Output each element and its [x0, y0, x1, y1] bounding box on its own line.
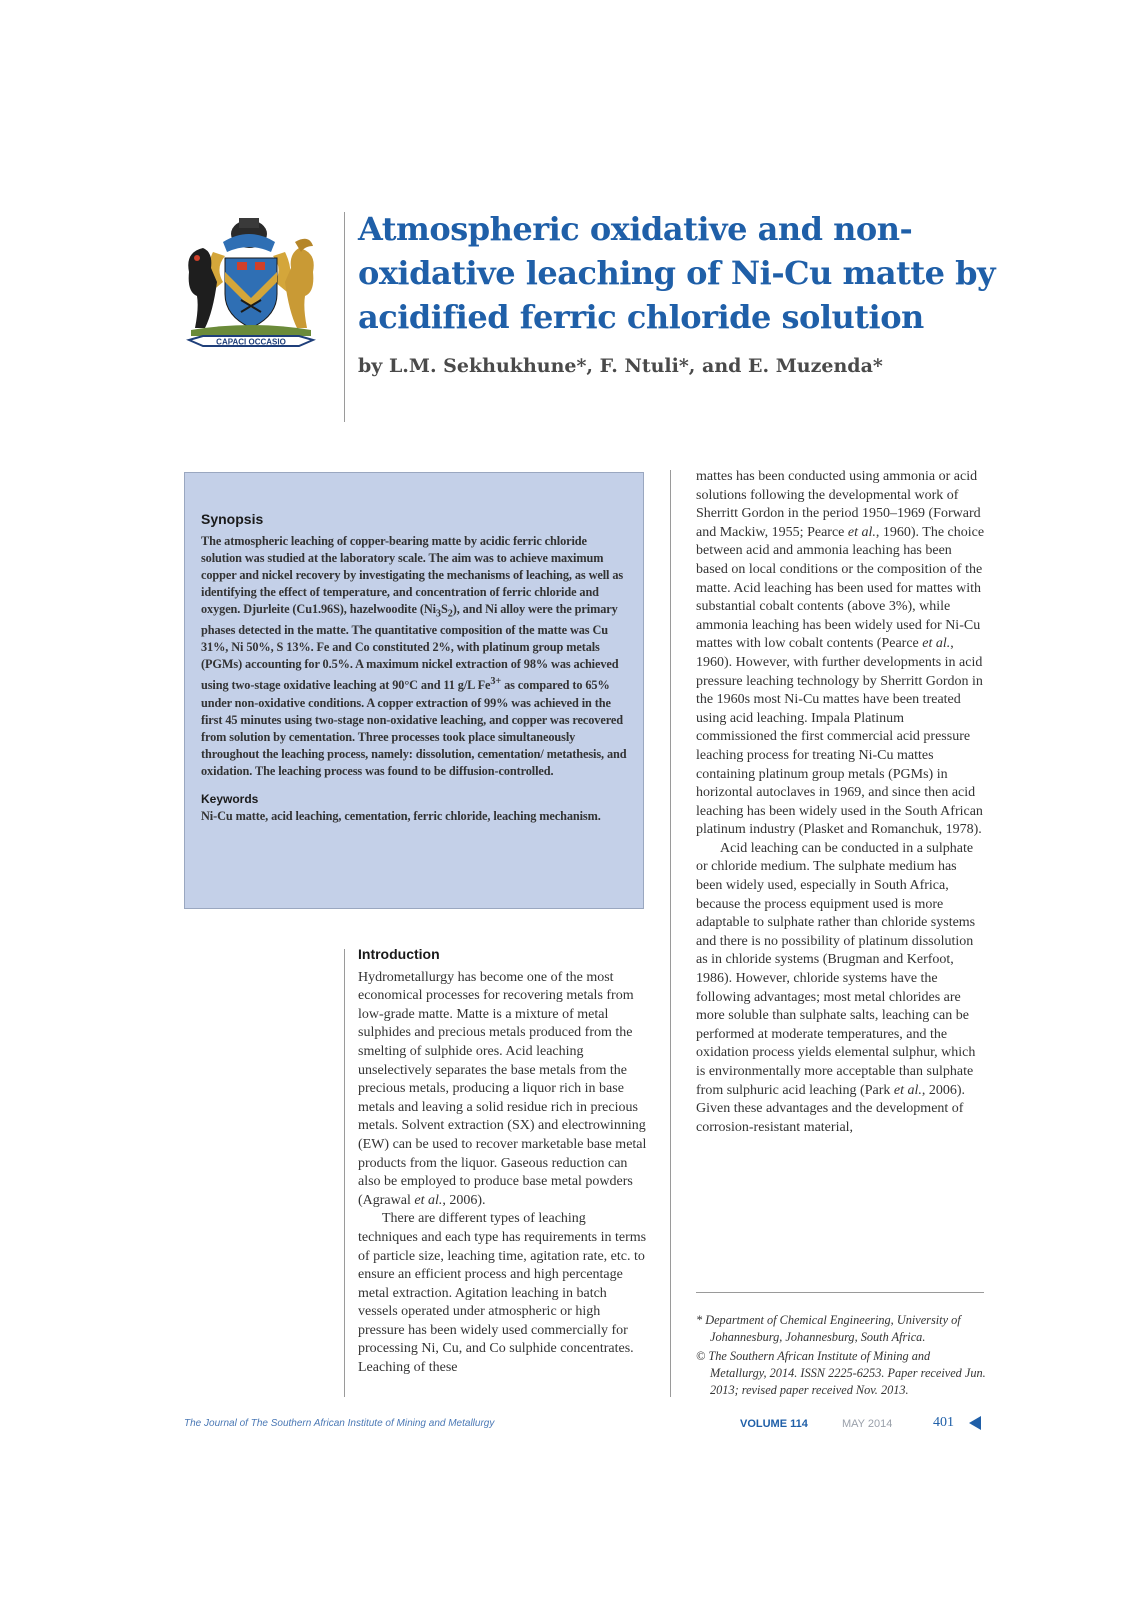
article-authors: by L.M. Sekhukhune*, F. Ntuli*, and E. Muzenda*: [358, 355, 883, 377]
institute-crest-logo: [183, 212, 319, 358]
synopsis-heading: Synopsis: [201, 511, 264, 527]
right-paragraph-2: Acid leaching can be conducted in a sulphate or chloride medium. The sulphate medium has been widely used, especially in South Africa, because the process equipment used is more adaptable to sulphate rather than chloride systems and there is no possibility of platinum dissolution as in chloride systems (Brugman and Kerfoot, 1986). However, chloride systems have the following advantages; most metal chlorides are more soluble than sulphate salts, leaching can be performed at moderate temperatures, and the oxidation process yields elemental sulphur, which is environmentally more acceptable than sulphate from sulphuric acid leaching (Park et al., 2006). Given these advantages and the development of corrosion-resistant material,: [696, 840, 976, 1135]
footnote-copyright: © The Southern African Institute of Mining and Metallurgy, 2014. ISSN 2225-6253. Paper received Jun. 2013; revised paper received Nov. 2013.: [696, 1349, 986, 1397]
footer-journal-name: The Journal of The Southern African Institute of Mining and Metallurgy: [184, 1418, 495, 1429]
footer-volume: VOLUME 114: [740, 1418, 808, 1430]
vertical-rule-right: [670, 470, 671, 1397]
footnotes: [696, 1312, 988, 1401]
vertical-rule-middle: [344, 949, 345, 1397]
synopsis-text: The atmospheric leaching of copper-bearing matte by acidic ferric chloride solution was studied at the laboratory scale. The aim was to achieve maximum copper and nickel recovery by investigating the mechanisms of leaching, as well as identifying the effect of temperature, and concentration of ferric chloride and oxygen. Djurleite (Cu1.96S), hazelwoodite $(Ni_3S_2)$, and Ni alloy were the primary phases detected in the matte. The quantitative composition of the matte was Cu 31%, Ni 50%, S 13%. Fe and Co constituted 2%, with platinum group metals (PGMs) accounting for 0.5%. A maximum nickel extraction of 98% was achieved using two-stage oxidative leaching at 90°C and 11 g/L $Fe^{3+}$ as compared to 65% under non-oxidative conditions. A copper extraction of 99% was achieved in the first 45 minutes using two-stage non-oxidative leaching, and copper was recovered from solution by cementation. Three processes took place simultaneously throughout the leaching process, namely: dissolution, cementation/ metathesis, and oxidation. The leaching process was found to be diffusion-controlled.: [201, 534, 627, 778]
footnote-divider: [696, 1292, 984, 1293]
vertical-rule-top: [344, 212, 345, 422]
introduction-column: [358, 945, 648, 1378]
page-arrow-icon: [969, 1416, 981, 1430]
right-paragraph-1: mattes has been conducted using ammonia or acid solutions following the developmental work of Sherritt Gordon in the period 1950–1969 (Forward and Mackiw, 1955; Pearce et al., 1960). The choice between acid and ammonia leaching has been based on local conditions or the composition of the matte. Acid leaching has been used for mattes with substantial cobalt contents (above 3%), while ammonia leaching has been widely used for Ni-Cu mattes with low cobalt contents (Pearce et al., 1960). However, with further developments in acid pressure leaching technology by Sherritt Gordon in the 1960s most Ni-Cu mattes have been treated using acid leaching. Impala Platinum commissioned the first commercial acid pressure leaching process for treating Ni-Cu mattes containing platinum group metals (PGMs) in horizontal autoclaves in 1969, and since then acid leaching has been widely used in the South African platinum industry (Plasket and Romanchuk, 1978).: [696, 469, 985, 838]
introduction-heading: Introduction: [358, 946, 440, 962]
footer-date: MAY 2014: [842, 1418, 893, 1430]
keywords-text: Ni-Cu matte, acid leaching, cementation, ferric chloride, leaching mechanism.: [201, 808, 601, 823]
footer-page-number: 401: [933, 1415, 954, 1430]
keywords-heading: Keywords: [201, 791, 259, 806]
crest-motto: CAPACI OCCASIO: [216, 337, 286, 347]
intro-paragraph-2: There are different types of leaching techniques and each type has requirements in terms of particle size, leaching time, agitation rate, etc. to ensure an efficient process and high percentage metal extraction. Agitation leaching in batch vessels operated under atmospheric or high pressure has been widely used commercially for processing Ni, Cu, and Co sulphide concentrates. Leaching of these: [358, 1211, 647, 1376]
intro-paragraph-1: Hydrometallurgy has become one of the most economical processes for recovering metals from low-grade matte. Matte is a mixture of metal sulphides and precious metals produced from the smelting of sulphide ores. Acid leaching unselectively separates the base metals from the precious metals, producing a liquor rich in base metals and leaving a solid residue rich in precious metals. Solvent extraction (SX) and electrowinning (EW) can be used to recover marketable base metal products from the liquor. Gaseous reduction can also be employed to produce base metal powders (Agrawal et al., 2006).: [358, 969, 647, 1208]
synopsis-box: [184, 472, 644, 909]
footnote-affiliation: * Department of Chemical Engineering, University of Johannesburg, Johannesburg, South Africa.: [696, 1313, 961, 1344]
article-title: Atmospheric oxidative and non-oxidative leaching of Ni-Cu matte by acidified ferric chloride solution: [358, 210, 996, 336]
right-text-column: [696, 468, 986, 1137]
